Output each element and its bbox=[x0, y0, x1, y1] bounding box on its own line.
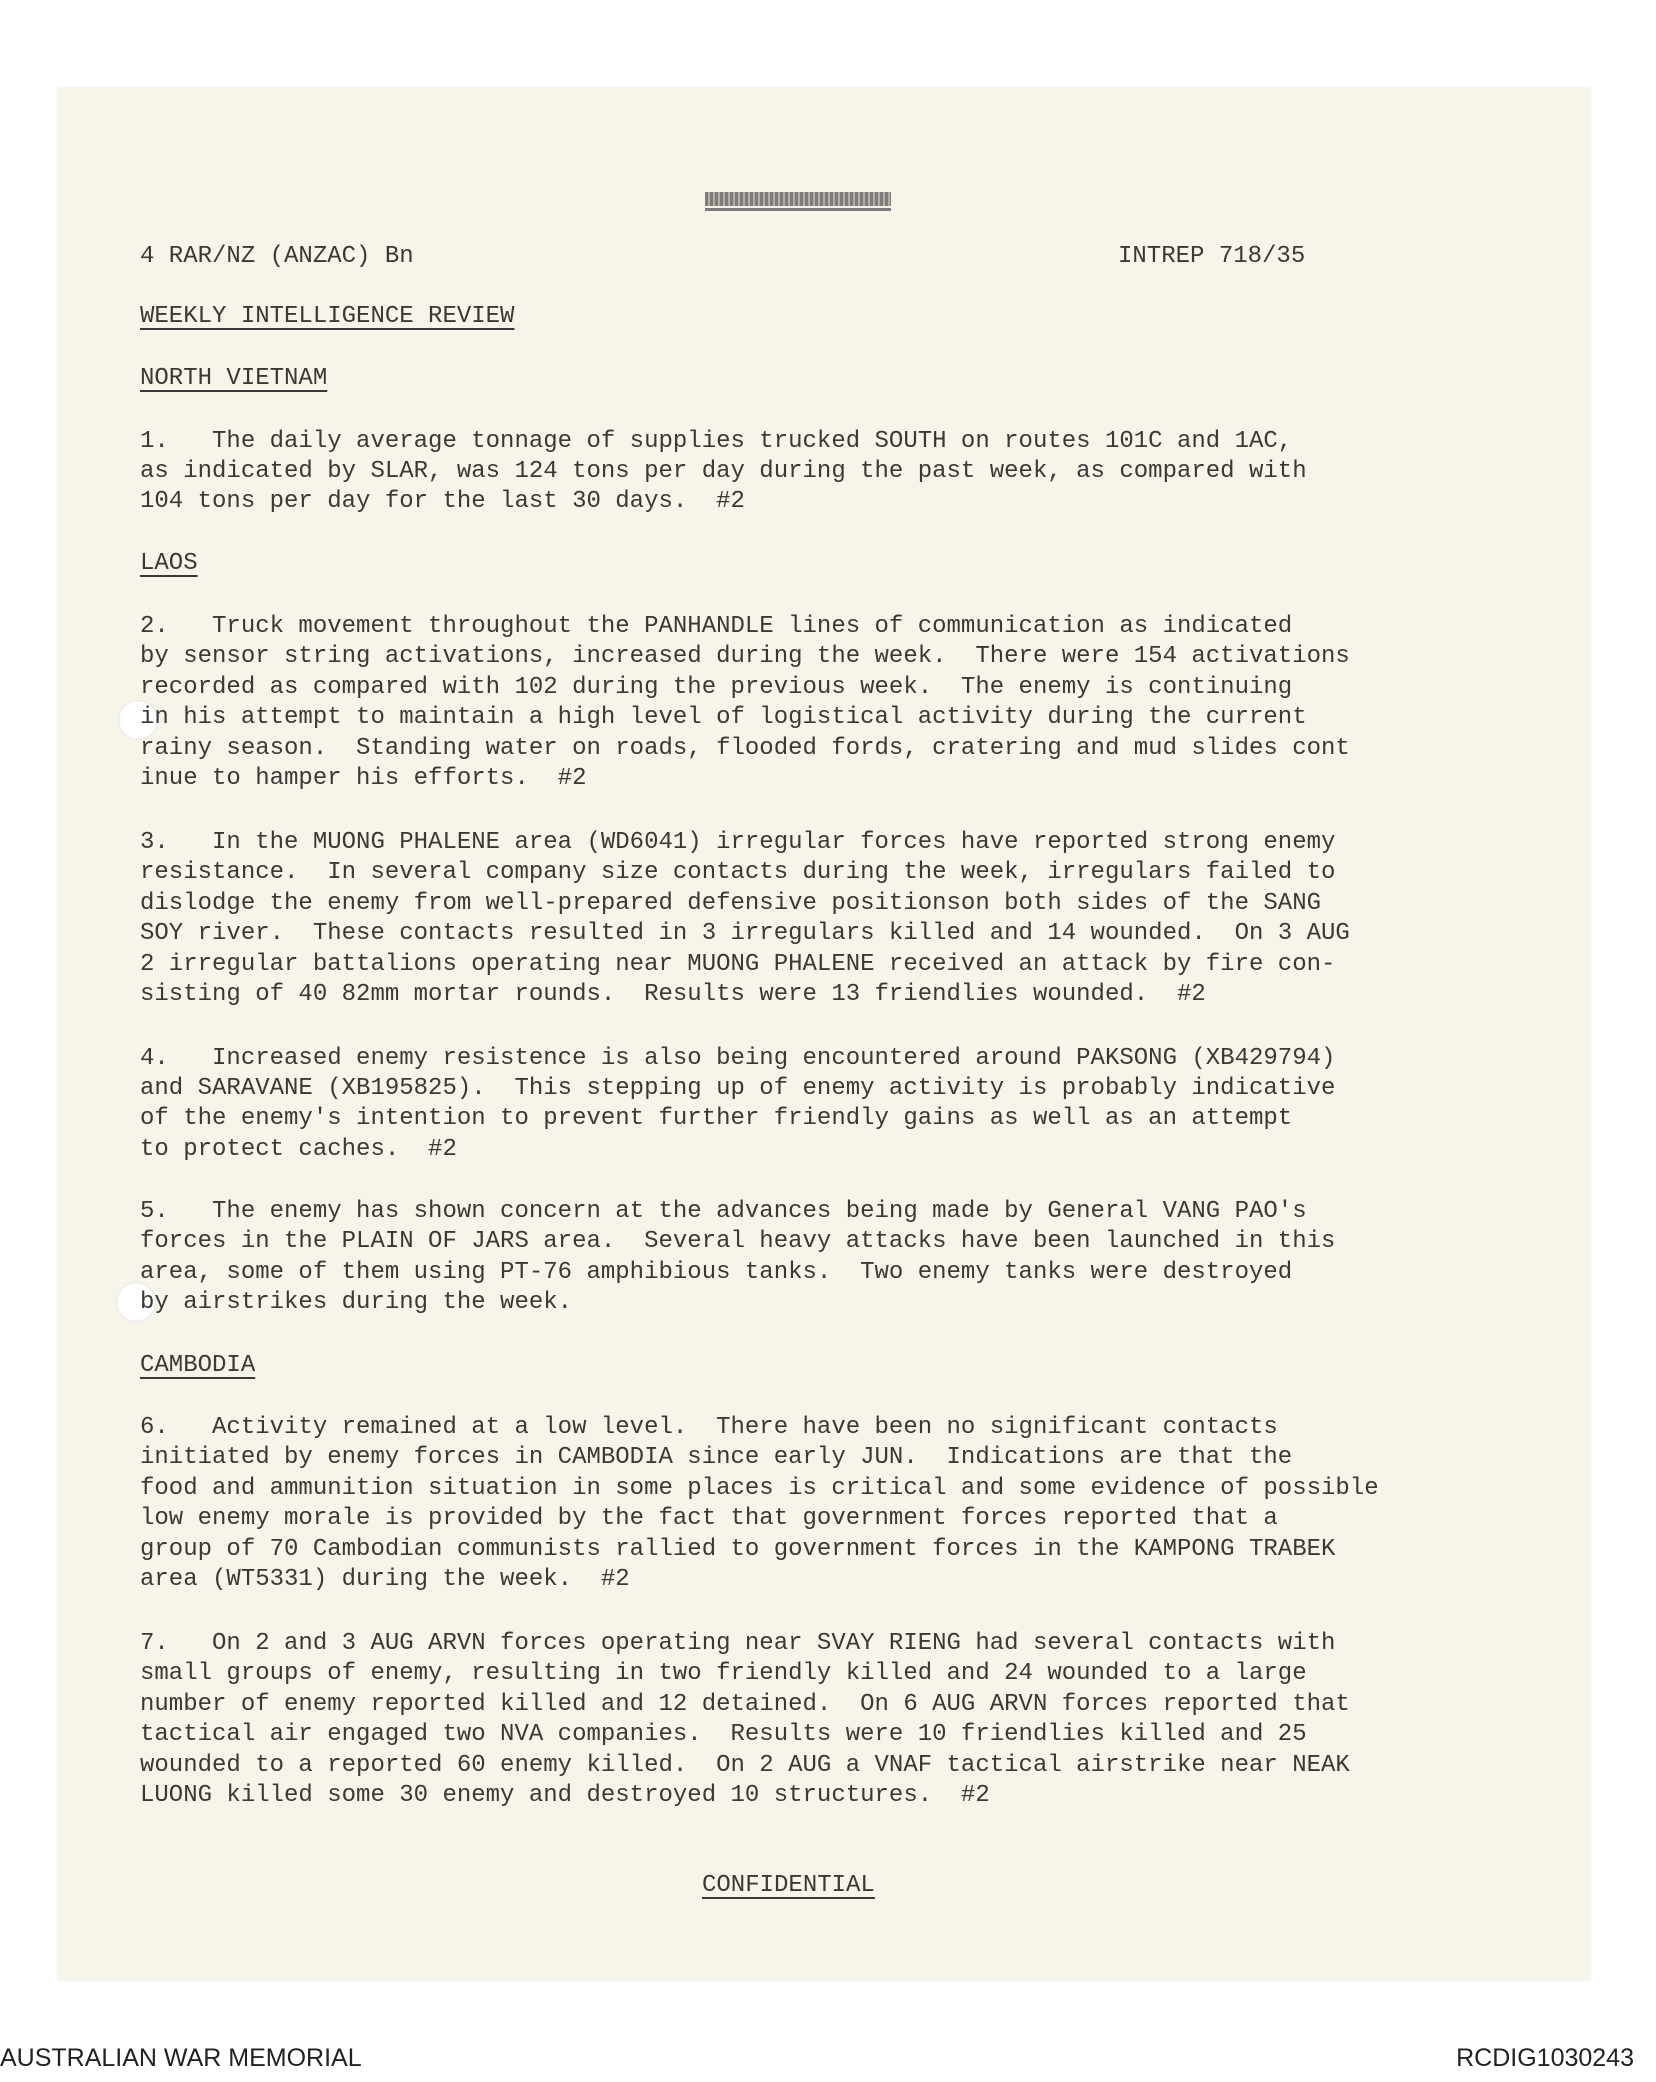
document-title: WEEKLY INTELLIGENCE REVIEW bbox=[140, 303, 515, 330]
text-line: tactical air engaged two NVA companies. Results were 10 friendlies killed and 25 bbox=[140, 1721, 1307, 1748]
text-line: area, some of them using PT-76 amphibious tanks. Two enemy tanks were destroyed bbox=[140, 1259, 1293, 1286]
text-line: resistance. In several company size contacts during the week, irregulars failed to bbox=[140, 859, 1336, 886]
text-line: area (WT5331) during the week. #2 bbox=[140, 1566, 630, 1593]
archive-name: AUSTRALIAN WAR MEMORIAL bbox=[0, 2044, 362, 2072]
text-line: initiated by enemy forces in CAMBODIA since early JUN. Indications are that the bbox=[140, 1444, 1293, 1471]
text-line: of the enemy's intention to prevent further friendly gains as well as an attempt bbox=[140, 1105, 1293, 1132]
unit-designation: 4 RAR/NZ (ANZAC) Bn bbox=[140, 243, 414, 270]
text-line: group of 70 Cambodian communists rallied to government forces in the KAMPONG TRABEK bbox=[140, 1536, 1336, 1563]
text-line: SOY river. These contacts resulted in 3 irregulars killed and 14 wounded. On 3 AUG bbox=[140, 920, 1350, 947]
text-line: 2. Truck movement throughout the PANHANDLE lines of communication as indicated bbox=[140, 613, 1293, 640]
section-heading-laos: LAOS bbox=[140, 550, 198, 577]
text-line: small groups of enemy, resulting in two friendly killed and 24 wounded to a large bbox=[140, 1660, 1307, 1687]
text-line: to protect caches. #2 bbox=[140, 1136, 457, 1163]
text-line: by airstrikes during the week. bbox=[140, 1289, 573, 1316]
text-line: rainy season. Standing water on roads, flooded fords, cratering and mud slides cont bbox=[140, 735, 1350, 762]
classification-footer: CONFIDENTIAL bbox=[702, 1872, 875, 1899]
section-heading-north-vietnam: NORTH VIETNAM bbox=[140, 365, 328, 392]
text-line: food and ammunition situation in some places is critical and some evidence of possible bbox=[140, 1475, 1379, 1502]
text-line: low enemy morale is provided by the fact that government forces reported that a bbox=[140, 1505, 1278, 1532]
text-line: by sensor string activations, increased during the week. There were 154 activations bbox=[140, 643, 1350, 670]
text-line: 3. In the MUONG PHALENE area (WD6041) irregular forces have reported strong enemy bbox=[140, 829, 1336, 856]
text-line: 6. Activity remained at a low level. There have been no significant contacts bbox=[140, 1414, 1278, 1441]
text-line: 5. The enemy has shown concern at the advances being made by General VANG PAO's bbox=[140, 1198, 1307, 1225]
text-line: sisting of 40 82mm mortar rounds. Results were 13 friendlies wounded. #2 bbox=[140, 981, 1206, 1008]
text-line: 104 tons per day for the last 30 days. #2 bbox=[140, 488, 745, 515]
report-reference: INTREP 718/35 bbox=[1118, 243, 1306, 270]
text-line: and SARAVANE (XB195825). This stepping up of enemy activity is probably indicative bbox=[140, 1075, 1336, 1102]
text-line: LUONG killed some 30 enemy and destroyed 10 structures. #2 bbox=[140, 1782, 990, 1809]
text-line: recorded as compared with 102 during the previous week. The enemy is continuing bbox=[140, 674, 1293, 701]
text-line: in his attempt to maintain a high level of logistical activity during the current bbox=[140, 704, 1307, 731]
text-line: 2 irregular battalions operating near MUONG PHALENE received an attack by fire con- bbox=[140, 951, 1336, 978]
text-line: dislodge the enemy from well-prepared defensive positionson both sides of the SANG bbox=[140, 890, 1321, 917]
classification-stamp-top bbox=[705, 192, 891, 206]
section-heading-cambodia: CAMBODIA bbox=[140, 1352, 256, 1379]
text-line: 7. On 2 and 3 AUG ARVN forces operating near SVAY RIENG had several contacts with bbox=[140, 1630, 1336, 1657]
text-line: 4. Increased enemy resistence is also being encountered around PAKSONG (XB429794) bbox=[140, 1045, 1336, 1072]
archive-id: RCDIG1030243 bbox=[1456, 2044, 1634, 2072]
text-line: wounded to a reported 60 enemy killed. On 2 AUG a VNAF tactical airstrike near NEAK bbox=[140, 1752, 1350, 1779]
text-line: number of enemy reported killed and 12 detained. On 6 AUG ARVN forces reported that bbox=[140, 1691, 1350, 1718]
text-line: 1. The daily average tonnage of supplies trucked SOUTH on routes 101C and 1AC, bbox=[140, 428, 1293, 455]
text-line: as indicated by SLAR, was 124 tons per day during the past week, as compared with bbox=[140, 458, 1307, 485]
text-line: inue to hamper his efforts. #2 bbox=[140, 765, 587, 792]
text-line: forces in the PLAIN OF JARS area. Several heavy attacks have been launched in this bbox=[140, 1228, 1336, 1255]
